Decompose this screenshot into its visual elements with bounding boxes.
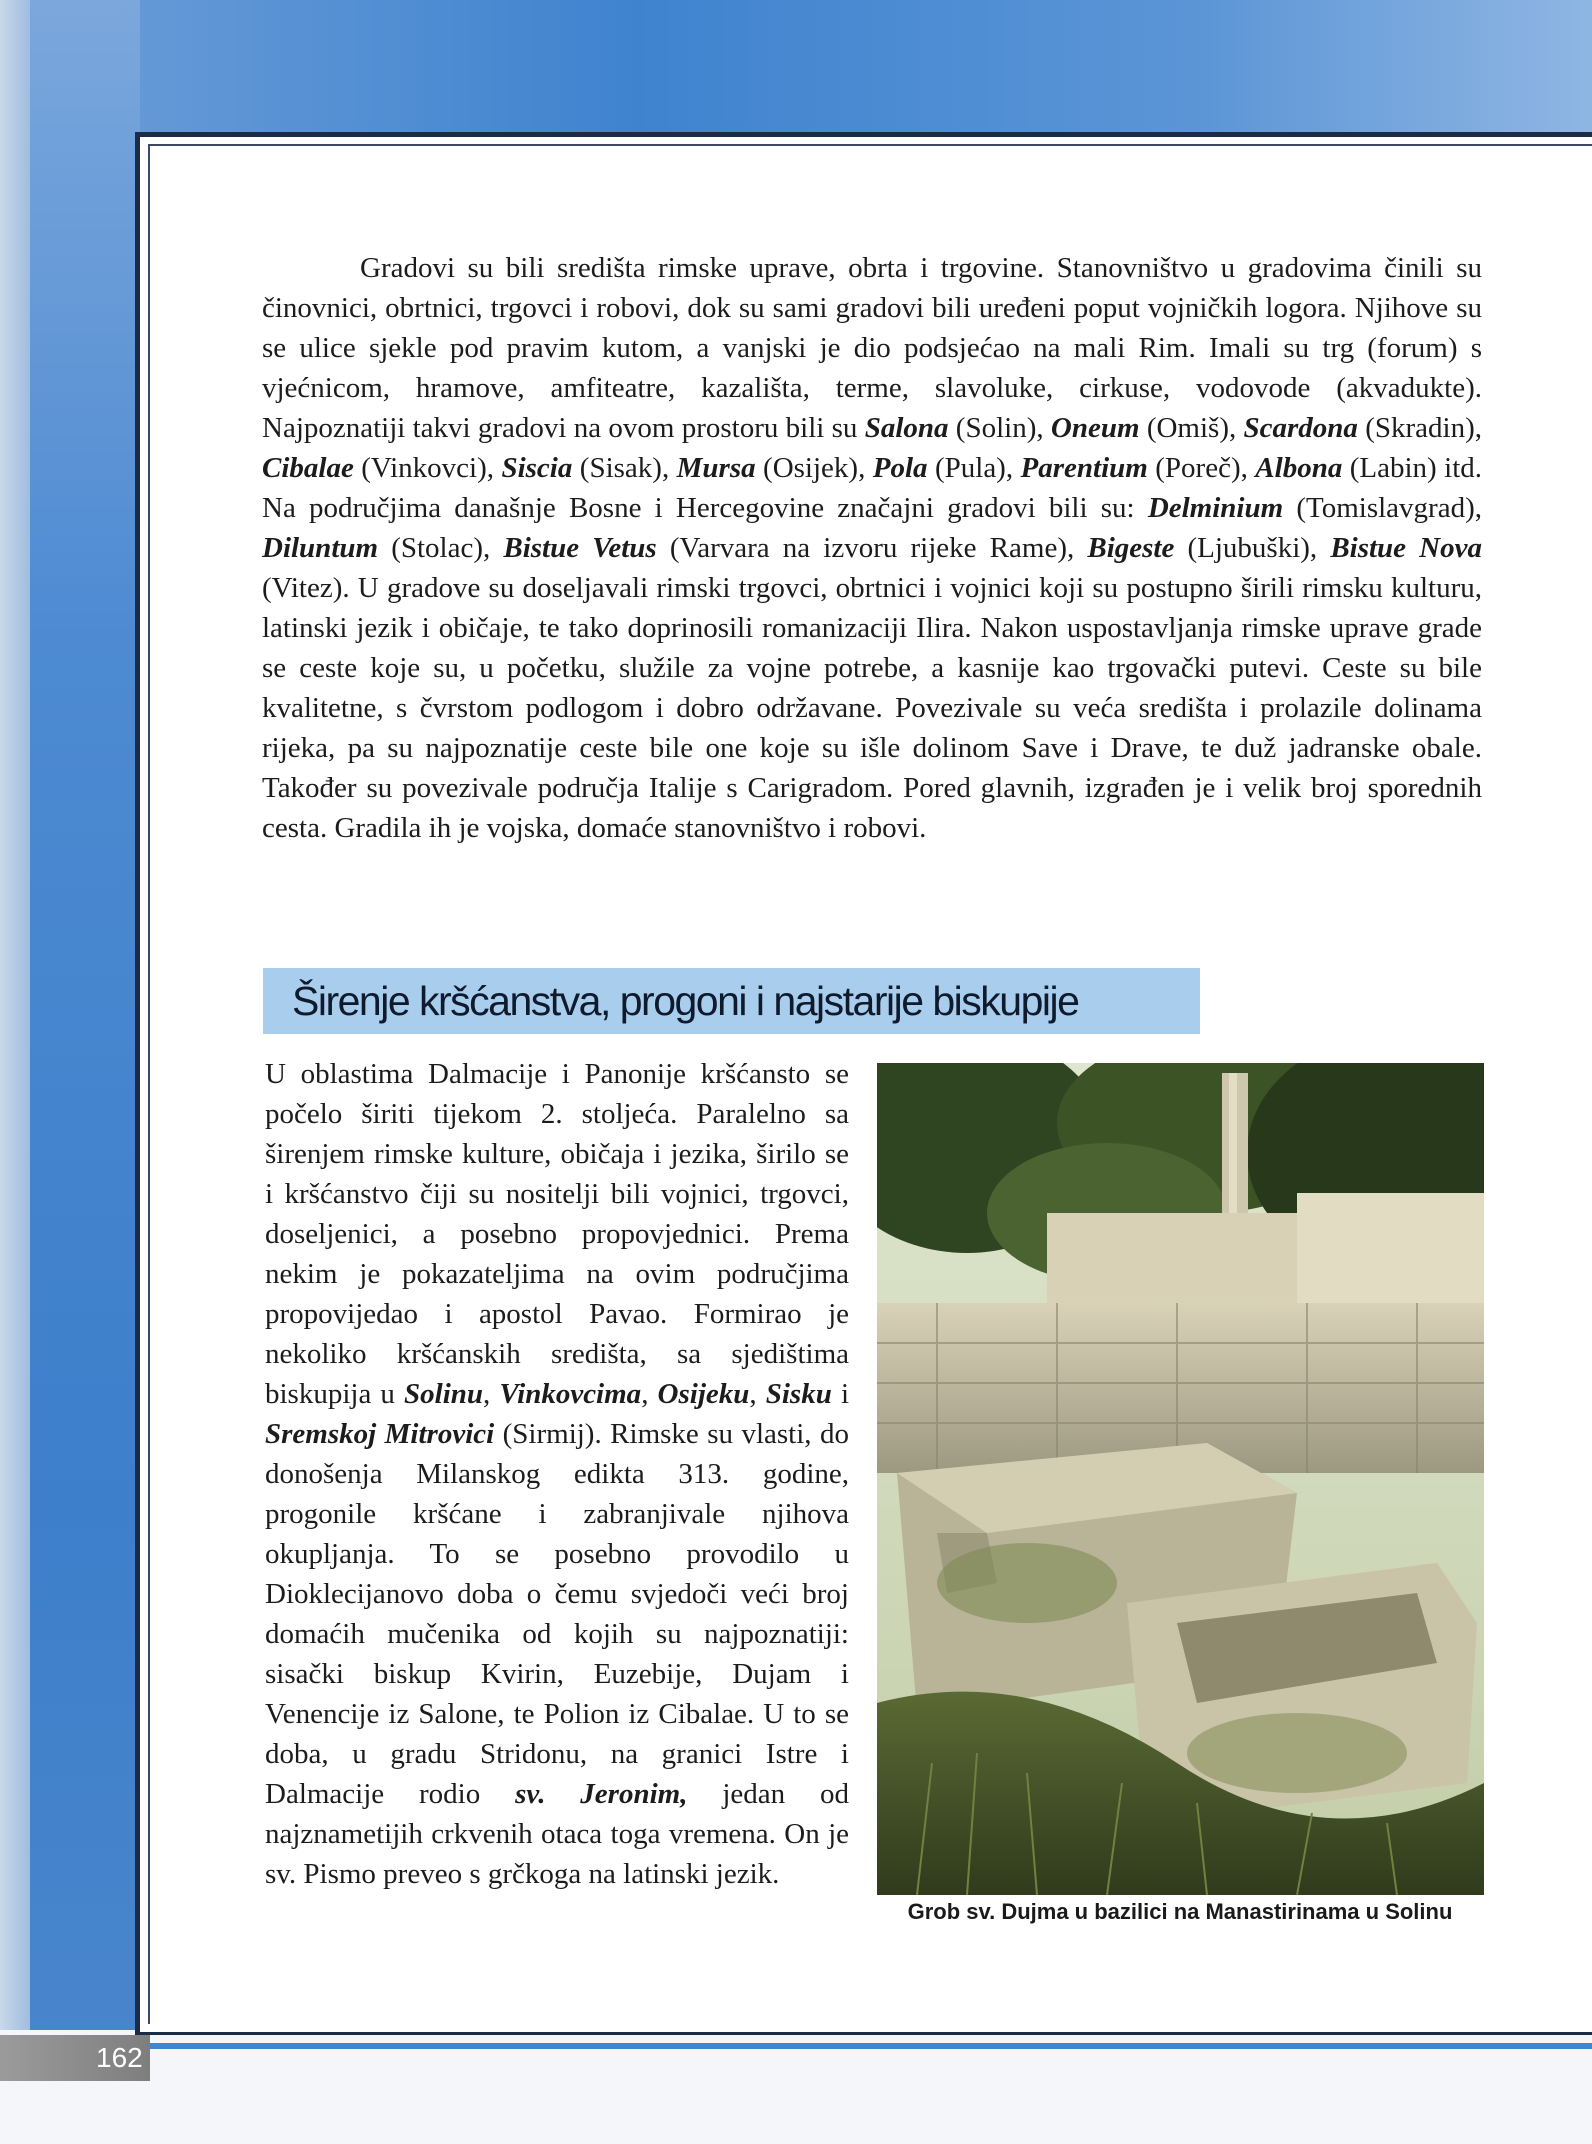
intro-text-run: Gradovi su bili središta rimske uprave, obrta i trgovine. Stanovništvo u gradovima činili su činovnici, obrtnici, trgovci i robovi, dok su sami gradovi bili uređeni poput vojničkih logora. Njihove su se ulice sjekle pod pravim kutom, a vanjski je dio podsjećao na mali Rim. Imali su trg (forum) s vjećnicom, hramove, amfiteatre, kazališta, terme, slavoluke, cirkuse, vodovode (akvadukte). Najpoznatiji takvi gradovi na ovom prostoru bili su <box>262 252 1482 444</box>
section-body-emphasis: sv. Jeronim, <box>515 1778 688 1810</box>
intro-text-run: (Pula), <box>927 452 1021 484</box>
intro-emphasis: Oneum <box>1050 412 1140 444</box>
photo-caption: Grob sv. Dujma u bazilici na Manastirinama u Solinu <box>907 1899 1453 1924</box>
intro-text-run: (Labin) itd. Na područjima današnje Bosne i Hercegovine značajni gradovi bili su: <box>262 452 1483 524</box>
section-body-emphasis: Vinkovcima <box>499 1378 642 1410</box>
intro-emphasis: Diluntum <box>262 532 379 564</box>
section-body-text-run: , <box>483 1378 500 1410</box>
intro-text-run: (Stolac), <box>378 532 504 564</box>
intro-text-run: (Vinkovci), <box>353 452 502 484</box>
intro-text-run: (Ljubuški), <box>1174 532 1331 564</box>
section-body-text-run: , <box>749 1378 766 1410</box>
bottom-rule <box>150 2043 1592 2049</box>
intro-text-run: (Solin), <box>948 412 1051 444</box>
intro-emphasis: Albona <box>1255 452 1343 484</box>
section-body-emphasis: Sisku <box>765 1378 832 1410</box>
intro-text-run: (Varvara na izvoru rijeke Rame), <box>656 532 1088 564</box>
section-body-text-run: , <box>641 1378 658 1410</box>
intro-emphasis: Pola <box>872 452 928 484</box>
page-number: 162 <box>96 2042 143 2073</box>
intro-text-run: (Sisak), <box>572 452 677 484</box>
intro-emphasis: Scardona <box>1243 412 1358 444</box>
intro-emphasis: Cibalae <box>262 452 354 484</box>
intro-emphasis: Parentium <box>1020 452 1148 484</box>
section-body-text-run: (Sirmij). Rimske su vlasti, do donošenja Milanskog edikta 313. godine, progonile kršćane i zabranjivale njihova okupljanja. To se posebno provodilo u Dioklecijanovo doba o čemu svjedoči veći broj domaćih mučenika od kojih su najpoznatiji: sisački biskup Kvirin, Euzebije, Dujam i Venencije iz Salone, te Polion iz Cibalae. U to se doba, u gradu Stridonu, na granici Istre i Dalmacije rodio <box>265 1418 849 1810</box>
intro-text-run: (Omiš), <box>1139 412 1244 444</box>
intro-text-run: (Tomislavgrad), <box>1283 492 1482 524</box>
intro-text-run: (Osijek), <box>755 452 873 484</box>
page-edge-strip <box>0 0 30 2144</box>
intro-paragraph <box>262 248 1482 848</box>
blue-page-background-top <box>0 0 1592 140</box>
intro-emphasis: Bistue Nova <box>1330 532 1482 564</box>
intro-text-run: (Poreč), <box>1147 452 1256 484</box>
section-body-paragraph <box>265 1054 849 1894</box>
intro-text-run: (Vitez). U gradove su doseljavali rimski trgovci, obrtnici i vojnici koji su postupno širili rimsku kulturu, latinski jezik i običaje, te tako doprinosili romanizaciji Ilira. Nakon uspostavljanja rimske uprave grade se ceste koje su, u početku, služile za vojne potrebe, a kasnije kao trgovački putevi. Ceste su bile kvalitetne, s čvrstom podlogom i dobro održavane. Povezivale su veća središta i prolazile dolinama rijeka, pa su najpoznatije ceste bile one koje su išle dolinom Save i Drave, te duž jadranske obale. Također su povezivale područja Italije s Carigradom. Pored glavnih, izgrađen je i velik broj sporednih cesta. Gradila ih je vojska, domaće stanovništvo i robovi. <box>262 572 1482 844</box>
section-body-emphasis: Solinu <box>404 1378 484 1410</box>
intro-emphasis: Bistue Vetus <box>503 532 657 564</box>
section-body-emphasis: Sremskoj Mitrovici <box>265 1418 495 1450</box>
intro-text-run: (Skradin), <box>1357 412 1482 444</box>
intro-emphasis: Bigeste <box>1087 532 1175 564</box>
section-body-text-run: i <box>831 1378 850 1410</box>
intro-emphasis: Mursa <box>676 452 756 484</box>
ruins-photo <box>877 1063 1484 1895</box>
section-heading: Širenje kršćanstva, progoni i najstarije biskupije <box>292 978 1079 1024</box>
section-body-text-run: U oblastima Dalmacije i Panonije kršćansto se počelo širiti tijekom 2. stoljeća. Paralelno sa širenjem rimske kulture, običaja i jezika, širilo se i kršćanstvo čiji su nositelji bili vojnici, trgovci, doseljenici, a posebno propovjednici. Prema nekim je pokazateljima na ovim područjima propovijedao i apostol Pavao. Formirao je nekoliko kršćanskih središta, sa sjedištima biskupija u <box>265 1058 849 1410</box>
intro-emphasis: Salona <box>864 412 949 444</box>
intro-emphasis: Delminium <box>1147 492 1284 524</box>
section-body-text-run: jedan od najznametijih crkvenih otaca toga vremena. On je sv. Pismo preveo s grčkoga na latinski jezik. <box>265 1778 850 1890</box>
section-body-emphasis: Osijeku <box>657 1378 750 1410</box>
intro-emphasis: Siscia <box>501 452 573 484</box>
